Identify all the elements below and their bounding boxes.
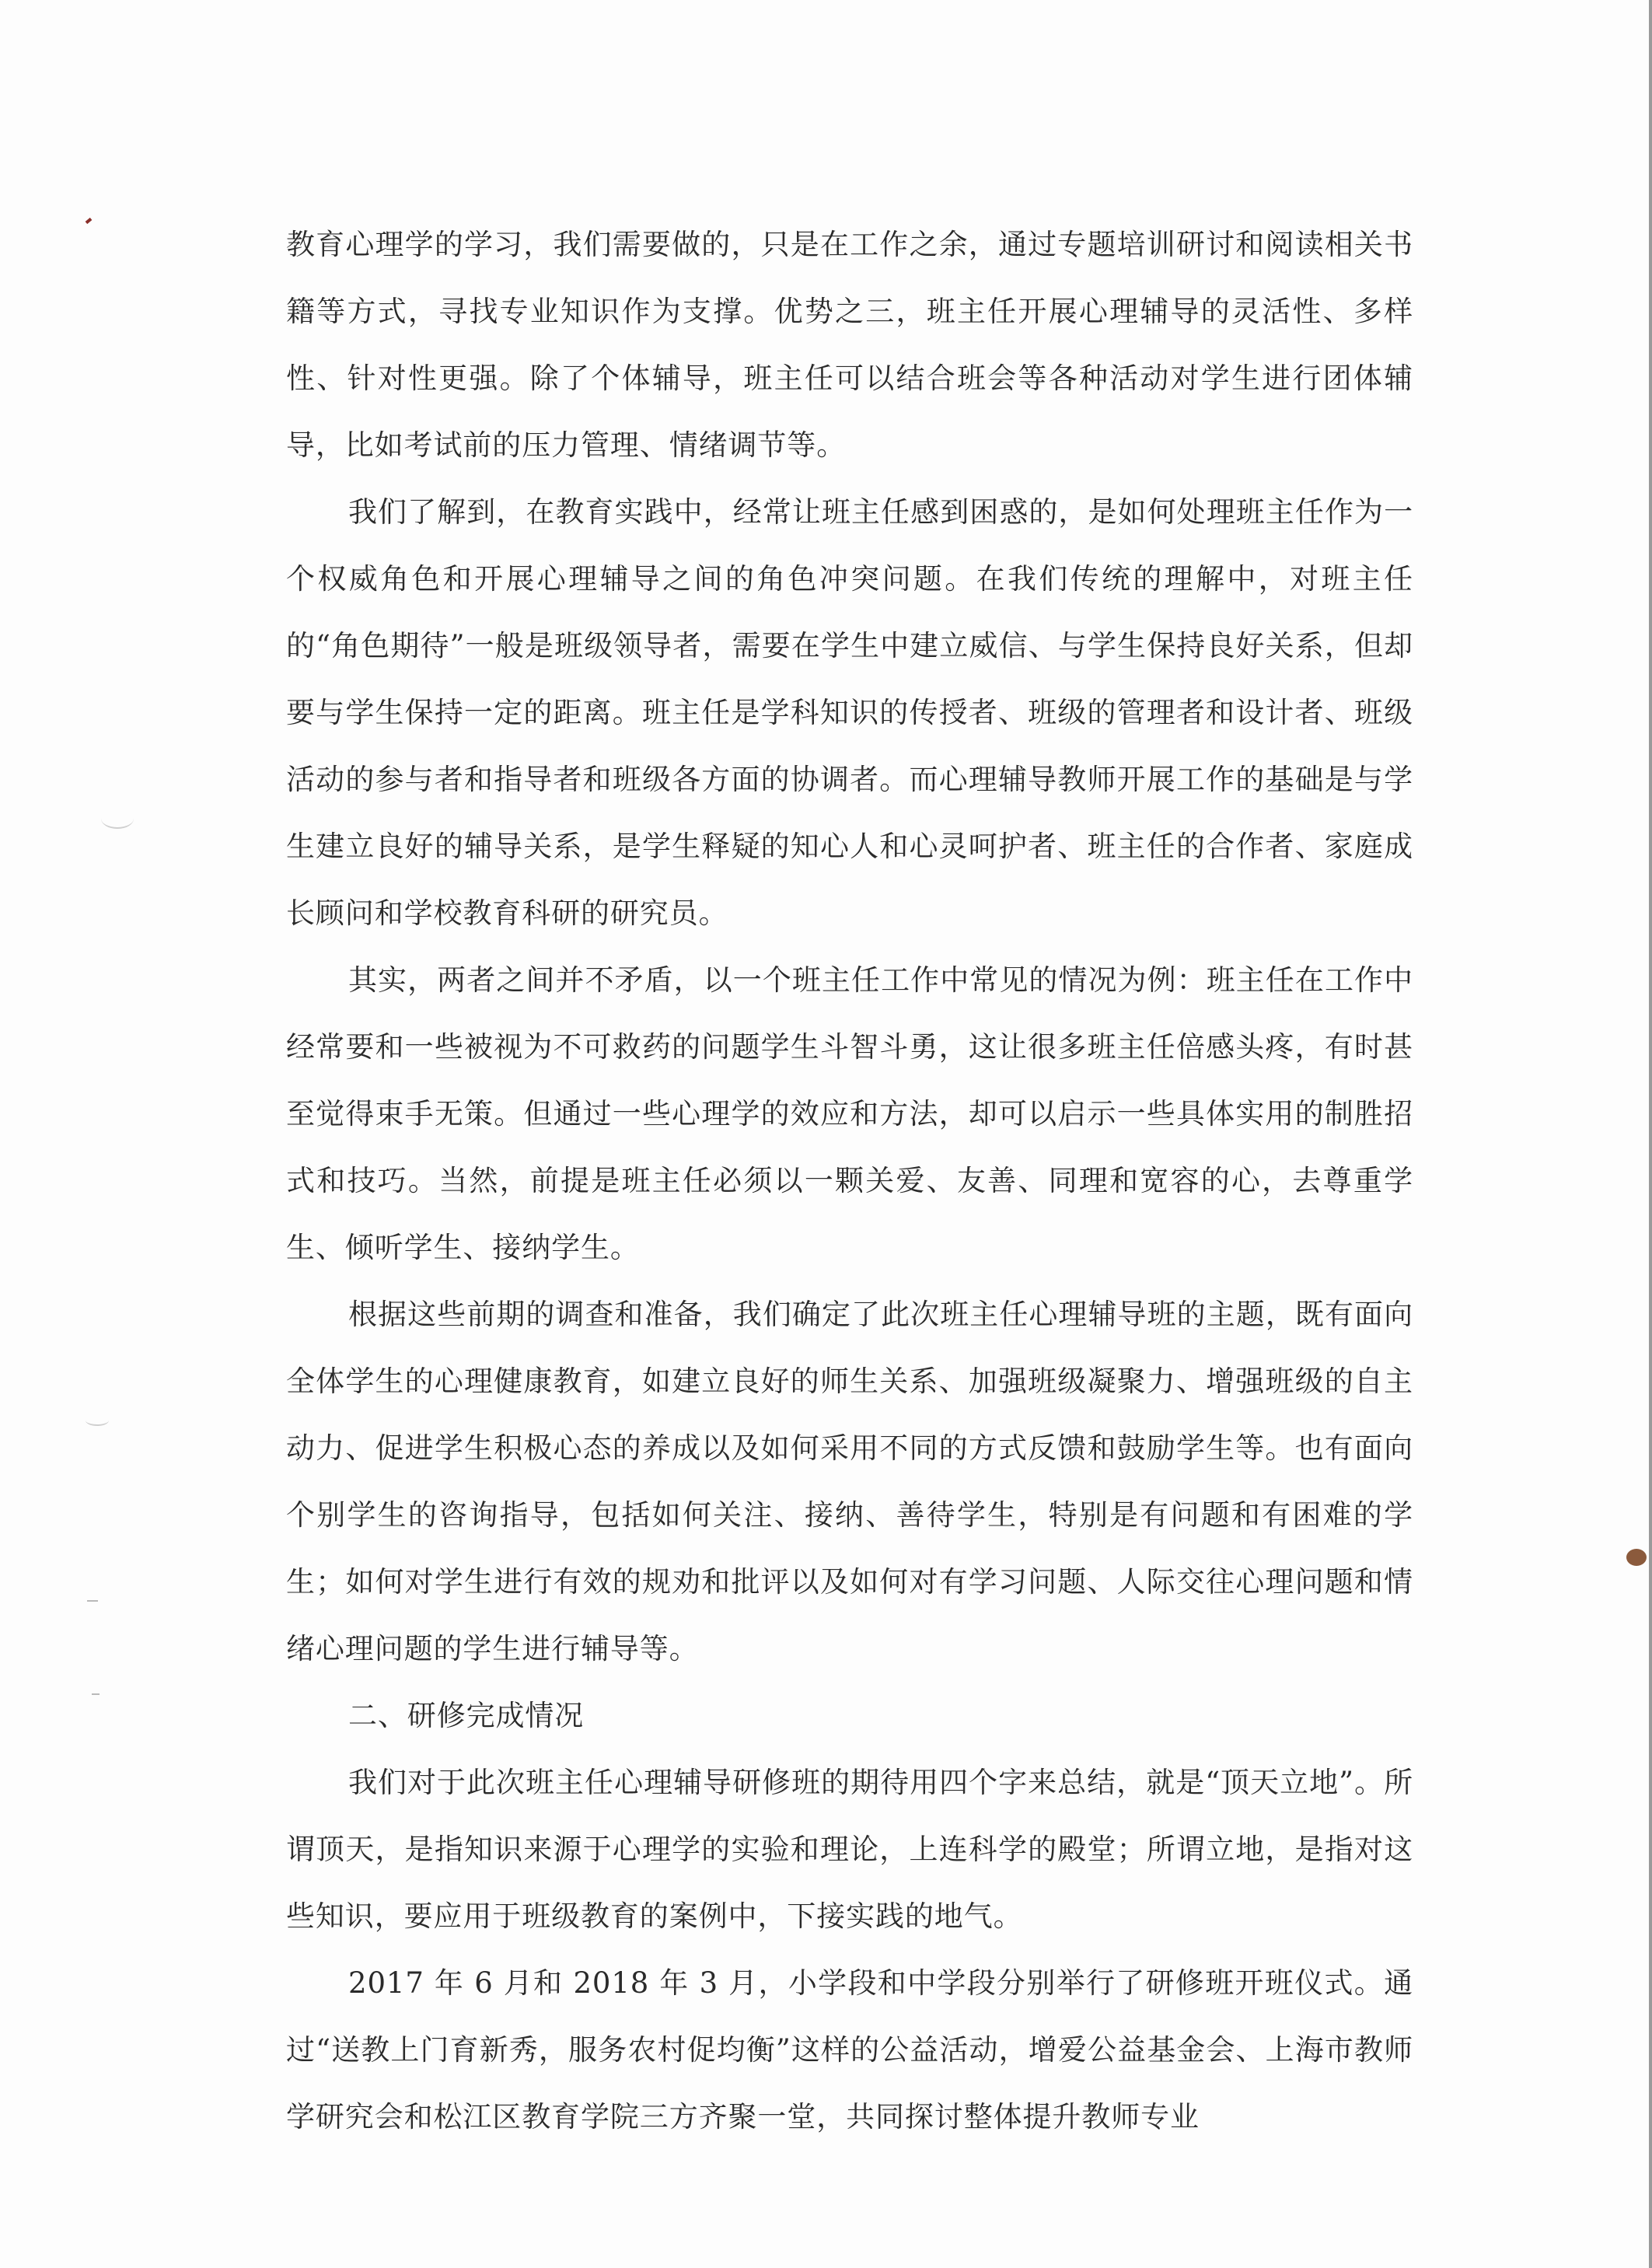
paragraph: 我们对于此次班主任心理辅导研修班的期待用四个字来总结，就是“顶天立地”。所谓顶天，是指知识来源于心理学的实验和理论，上连科学的殿堂；所谓立地，是指对这些知识，要应用于班级教育的案例中，下接实践的地气。 — [286, 1766, 1413, 1933]
paragraph: 教育心理学的学习，我们需要做的，只是在工作之余，通过专题培训研讨和阅读相关书籍等方式，寻找专业知识作为支撑。优势之三，班主任开展心理辅导的灵活性、多样性、针对性更强。除了个体辅导，班主任可以结合班会等各种活动对学生进行团体辅导，比如考试前的压力管理、情绪调节等。 — [286, 228, 1413, 462]
paragraph: 我们了解到，在教育实践中，经常让班主任感到困惑的，是如何处理班主任作为一个权威角色和开展心理辅导之间的角色冲突问题。在我们传统的理解中，对班主任的“角色期待”一般是班级领导者，需要在学生中建立威信、与学生保持良好关系，但却要与学生保持一定的距离。班主任是学科知识的传授者、班级的管理者和设计者、班级活动的参与者和指导者和班级各方面的协调者。而心理辅导教师开展工作的基础是与学生建立良好的辅导关系，是学生释疑的知心人和心灵呵护者、班主任的合作者、家庭成长顾问和学校教育科研的研究员。 — [286, 495, 1413, 930]
scan-mark — [86, 1415, 109, 1426]
page-edge-shadow — [1649, 0, 1652, 2268]
section-heading: 二、研修完成情况 — [348, 1699, 585, 1732]
paragraph: 2017 年 6 月和 2018 年 3 月，小学段和中学段分别举行了研修班开班仪式。通过“送教上门育新秀，服务农村促均衡”这样的公益活动，增爱公益基金会、上海市教师学研究会和松江区教育学院三方齐聚一堂，共同探讨整体提升教师专业 — [286, 1966, 1413, 2133]
paragraph: 根据这些前期的调查和准备，我们确定了此次班主任心理辅导班的主题，既有面向全体学生的心理健康教育，如建立良好的师生关系、加强班级凝聚力、增强班级的自主动力、促进学生积极心态的养成以及如何采用不同的方式反馈和鼓励学生等。也有面向个别学生的咨询指导，包括如何关注、接纳、善待学生，特别是有问题和有困难的学生；如何对学生进行有效的规劝和批评以及如何对有学习问题、人际交往心理问题和情绪心理问题的学生进行辅导等。 — [286, 1298, 1413, 1665]
scan-mark — [87, 1600, 98, 1602]
scan-mark — [101, 809, 134, 829]
scan-stain — [1626, 1549, 1647, 1566]
document-body — [286, 211, 1413, 2151]
scan-mark — [86, 218, 93, 224]
scan-mark — [92, 1693, 100, 1695]
paragraph: 其实，两者之间并不矛盾，以一个班主任工作中常见的情况为例：班主任在工作中经常要和一些被视为不可救药的问题学生斗智斗勇，这让很多班主任倍感头疼，有时甚至觉得束手无策。但通过一些心理学的效应和方法，却可以启示一些具体实用的制胜招式和技巧。当然，前提是班主任必须以一颗关爱、友善、同理和宽容的心，去尊重学生、倾听学生、接纳学生。 — [286, 963, 1413, 1264]
